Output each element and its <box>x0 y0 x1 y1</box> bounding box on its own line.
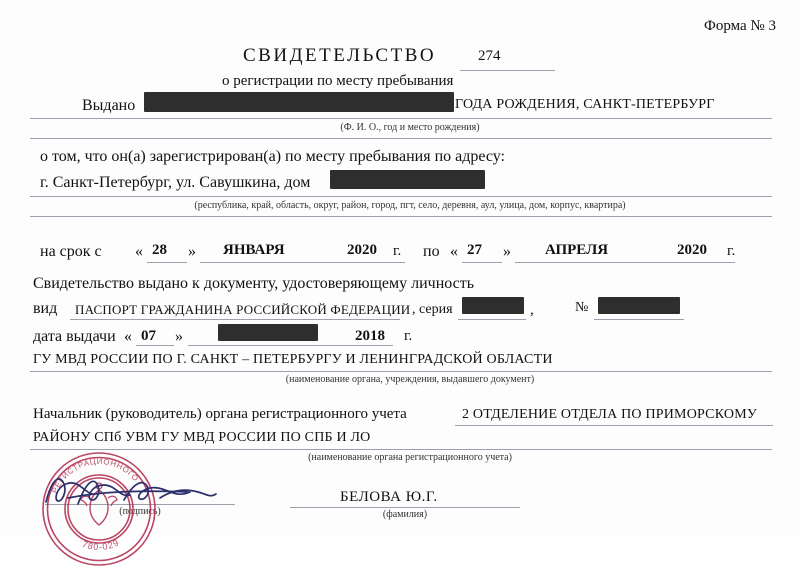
issue-date-label: дата выдачи <box>33 328 116 345</box>
term-from-month: ЯНВАРЯ <box>223 242 285 258</box>
identity-document-series-rule <box>458 319 526 320</box>
surname-value: БЕЛОВА Ю.Г. <box>340 489 438 505</box>
issuing-authority: ГУ МВД РОССИИ ПО Г. САНКТ – ПЕТЕРБУРГУ И ЛЕНИНГРАДСКОЙ ОБЛАСТИ <box>33 352 553 367</box>
identity-document-kind-label: вид <box>33 300 58 317</box>
issue-date-quote-close: » <box>175 328 183 345</box>
term-from-day: 28 <box>152 242 167 258</box>
issue-date-year: 2018 <box>355 328 385 344</box>
signature-caption: (подпись) <box>119 506 161 517</box>
issued-rule <box>30 118 772 119</box>
redacted-name-bar <box>144 92 454 112</box>
redacted-number-bar <box>598 297 680 314</box>
issue-date-month-rule <box>188 345 393 346</box>
address-rule-second <box>30 216 772 217</box>
issued-rule-second <box>30 138 772 139</box>
term-from-g: г. <box>393 243 402 259</box>
address-rule <box>30 196 772 197</box>
identity-document-kind-value: ПАСПОРТ ГРАЖДАНИНА РОССИЙСКОЙ ФЕДЕРАЦИИ <box>75 302 411 317</box>
term-to-month: АПРЕЛЯ <box>545 242 609 258</box>
term-to-day-rule <box>462 262 502 263</box>
redacted-address-bar <box>330 170 485 189</box>
issuing-authority-rule <box>30 371 772 372</box>
issue-date-day-rule <box>136 345 174 346</box>
surname-rule <box>290 507 520 508</box>
identity-document-intro: Свидетельство выдано к документу, удостоверяющему личность <box>33 275 475 292</box>
svg-text:780-029: 780-029 <box>80 537 121 553</box>
svg-text:РЕГИСТРАЦИОННОГО: РЕГИСТРАЦИОННОГО <box>50 456 141 495</box>
identity-document-series-label: , серия <box>412 302 453 317</box>
issued-label: Выдано <box>82 97 136 114</box>
term-from-day-rule <box>147 262 187 263</box>
chief-label: Начальник (руководитель) органа регистрационного учета <box>33 406 407 422</box>
term-quote-open-from: « <box>135 243 143 260</box>
page-subtitle: о регистрации по месту пребывания <box>222 73 454 89</box>
issued-caption: (Ф. И. О., год и место рождения) <box>340 122 480 133</box>
redacted-series-bar <box>462 297 524 314</box>
chief-office-rule-1 <box>455 425 773 426</box>
term-to-g: г. <box>727 243 736 259</box>
certificate-number-rule <box>460 70 555 71</box>
form-number: Форма № 3 <box>704 18 776 34</box>
address-value: г. Санкт-Петербург, ул. Савушкина, дом <box>40 174 311 191</box>
registration-intro: о том, что он(а) зарегистрирован(а) по месту пребывания по адресу: <box>40 148 505 165</box>
term-quote-close-to: » <box>503 243 511 260</box>
surname-caption: (фамилия) <box>382 509 428 520</box>
term-to-month-rule <box>515 262 735 263</box>
term-from-year: 2020 <box>347 242 377 258</box>
issue-date-day: 07 <box>141 328 156 344</box>
issuing-authority-caption: (наименование органа, учреждения, выдавшего документ) <box>285 374 535 385</box>
term-to-year: 2020 <box>677 242 707 258</box>
identity-document-comma: , <box>530 302 534 318</box>
identity-document-number-rule <box>594 319 684 320</box>
term-from-month-rule <box>200 262 405 263</box>
identity-document-number-label: № <box>575 300 589 315</box>
chief-office-line-1: 2 ОТДЕЛЕНИЕ ОТДЕЛА ПО ПРИМОРСКОМУ <box>462 407 757 422</box>
term-label: на срок с <box>40 243 102 260</box>
chief-office-line-2: РАЙОНУ СПб УВМ ГУ МВД РОССИИ ПО СПБ И ЛО <box>33 430 371 445</box>
redacted-issue-month-bar <box>218 324 318 341</box>
issue-date-quote-open: « <box>124 328 132 345</box>
handwritten-signature <box>38 468 228 516</box>
issue-date-g: г. <box>404 328 413 344</box>
certificate-number: 274 <box>478 48 501 64</box>
address-caption: (республика, край, область, округ, район, город, пгт, село, деревня, аул, улица, дом, корпус, квартира) <box>194 200 626 211</box>
term-to-label: по <box>423 243 440 260</box>
term-to-day: 27 <box>467 242 482 258</box>
term-quote-close-from: » <box>188 243 196 260</box>
page-title: СВИДЕТЕЛЬСТВО <box>243 45 437 66</box>
issued-birth-place: ГОДА РОЖДЕНИЯ, САНКТ-ПЕТЕРБУРГ <box>455 97 715 112</box>
chief-caption: (наименование органа регистрационного учета) <box>308 452 512 463</box>
term-quote-open-to: « <box>450 243 458 260</box>
identity-document-kind-rule <box>70 319 400 320</box>
